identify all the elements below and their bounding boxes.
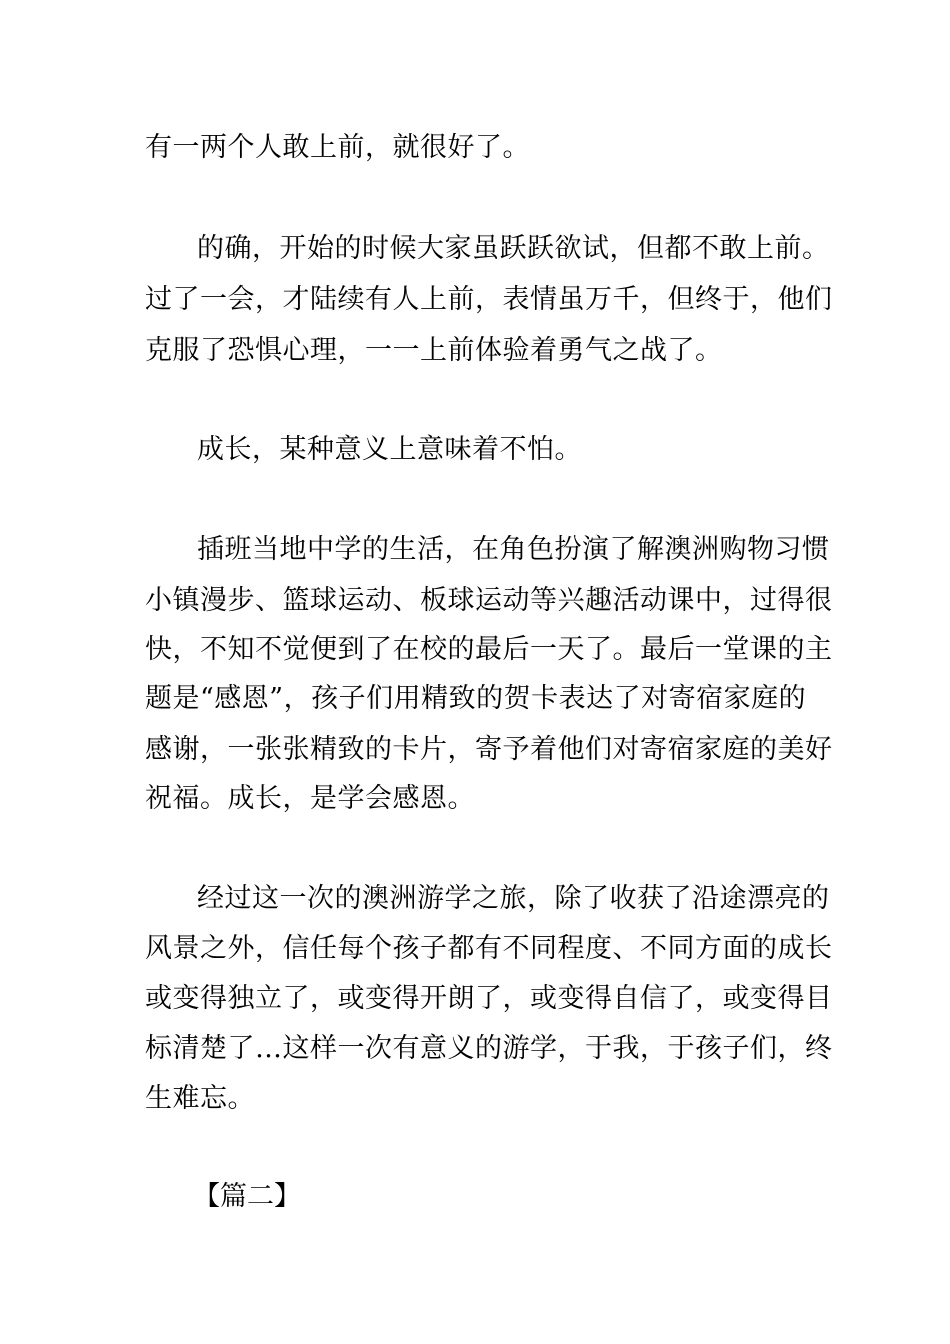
paragraph-4-line-2: 小镇漫步、篮球运动、板球运动等兴趣活动课中，过得很 — [145, 585, 833, 616]
paragraph-4-line-5: 感谢，一张张精致的卡片，寄予着他们对寄宿家庭的美好 — [145, 734, 833, 765]
paragraph-5-line-5: 生难忘。 — [145, 1083, 255, 1114]
paragraph-4-line-6: 祝福。成长，是学会感恩。 — [145, 783, 475, 814]
paragraph-5-line-1: 经过这一次的澳洲游学之旅，除了收获了沿途漂亮的 — [197, 883, 830, 914]
paragraph-3-line-1: 成长，某种意义上意味着不怕。 — [197, 434, 582, 465]
section-heading: 【篇二】 — [193, 1181, 301, 1212]
paragraph-5-line-3: 或变得独立了，或变得开朗了，或变得自信了，或变得目 — [145, 983, 833, 1014]
paragraph-5-line-2: 风景之外，信任每个孩子都有不同程度、不同方面的成长 — [145, 933, 833, 964]
paragraph-2-line-1: 的确，开始的时候大家虽跃跃欲试，但都不敢上前。 — [197, 233, 830, 264]
paragraph-5-line-4: 标清楚了…这样一次有意义的游学，于我，于孩子们，终 — [145, 1033, 833, 1064]
paragraph-2-line-3: 克服了恐惧心理，一一上前体验着勇气之战了。 — [145, 335, 723, 366]
paragraph-4-line-4: 题是“感恩”，孩子们用精致的贺卡表达了对寄宿家庭的 — [145, 683, 807, 714]
paragraph-1-line-1: 有一两个人敢上前，就很好了。 — [145, 132, 530, 163]
paragraph-4-line-3: 快，不知不觉便到了在校的最后一天了。最后一堂课的主 — [145, 634, 833, 665]
paragraph-2-line-2: 过了一会，才陆续有人上前，表情虽万千，但终于，他们 — [145, 284, 833, 315]
paragraph-4-line-1: 插班当地中学的生活，在角色扮演了解澳洲购物习惯 — [197, 534, 830, 565]
